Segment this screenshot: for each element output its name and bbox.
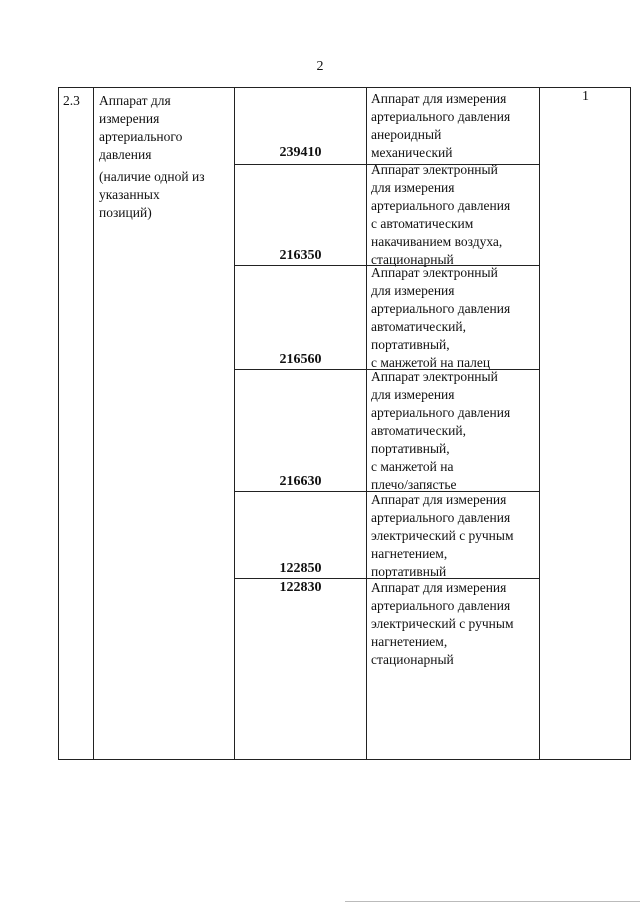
column-divider [366, 88, 367, 759]
item-code: 216560 [279, 352, 322, 367]
scan-edge-line [345, 901, 640, 902]
page-number: 2 [316, 59, 324, 74]
row-number: 2.3 [63, 93, 80, 108]
column-divider [234, 88, 235, 759]
quantity: 1 [582, 89, 589, 104]
item-description: Аппарат для измерения артериального давления электрический с ручным нагнетением, портативный [371, 492, 514, 579]
column-divider [93, 88, 94, 759]
item-description: Аппарат для измерения артериального давления анероидный механический [371, 91, 511, 160]
item-description: Аппарат электронный для измерения артериального давления автоматический, портативный, с манжетой на плечо/запястье [371, 369, 511, 492]
item-description: Аппарат для измерения артериального давления электрический с ручным нагнетением, стационарный [371, 580, 514, 667]
item-code: 239410 [279, 145, 322, 160]
item-code: 122850 [279, 561, 322, 576]
column-divider [539, 88, 540, 759]
equipment-table [58, 87, 631, 760]
item-description: Аппарат электронный для измерения артериального давления с автоматическим накачиванием воздуха, стационарный [371, 162, 511, 267]
item-code: 122830 [279, 580, 322, 595]
equipment-name: Аппарат для измерения артериального давления (наличие одной из указанных позиций) [99, 93, 205, 220]
item-code: 216350 [279, 248, 322, 263]
item-code: 216630 [279, 474, 322, 489]
item-description: Аппарат электронный для измерения артериального давления автоматический, портативный, с манжетой на палец [371, 265, 511, 370]
